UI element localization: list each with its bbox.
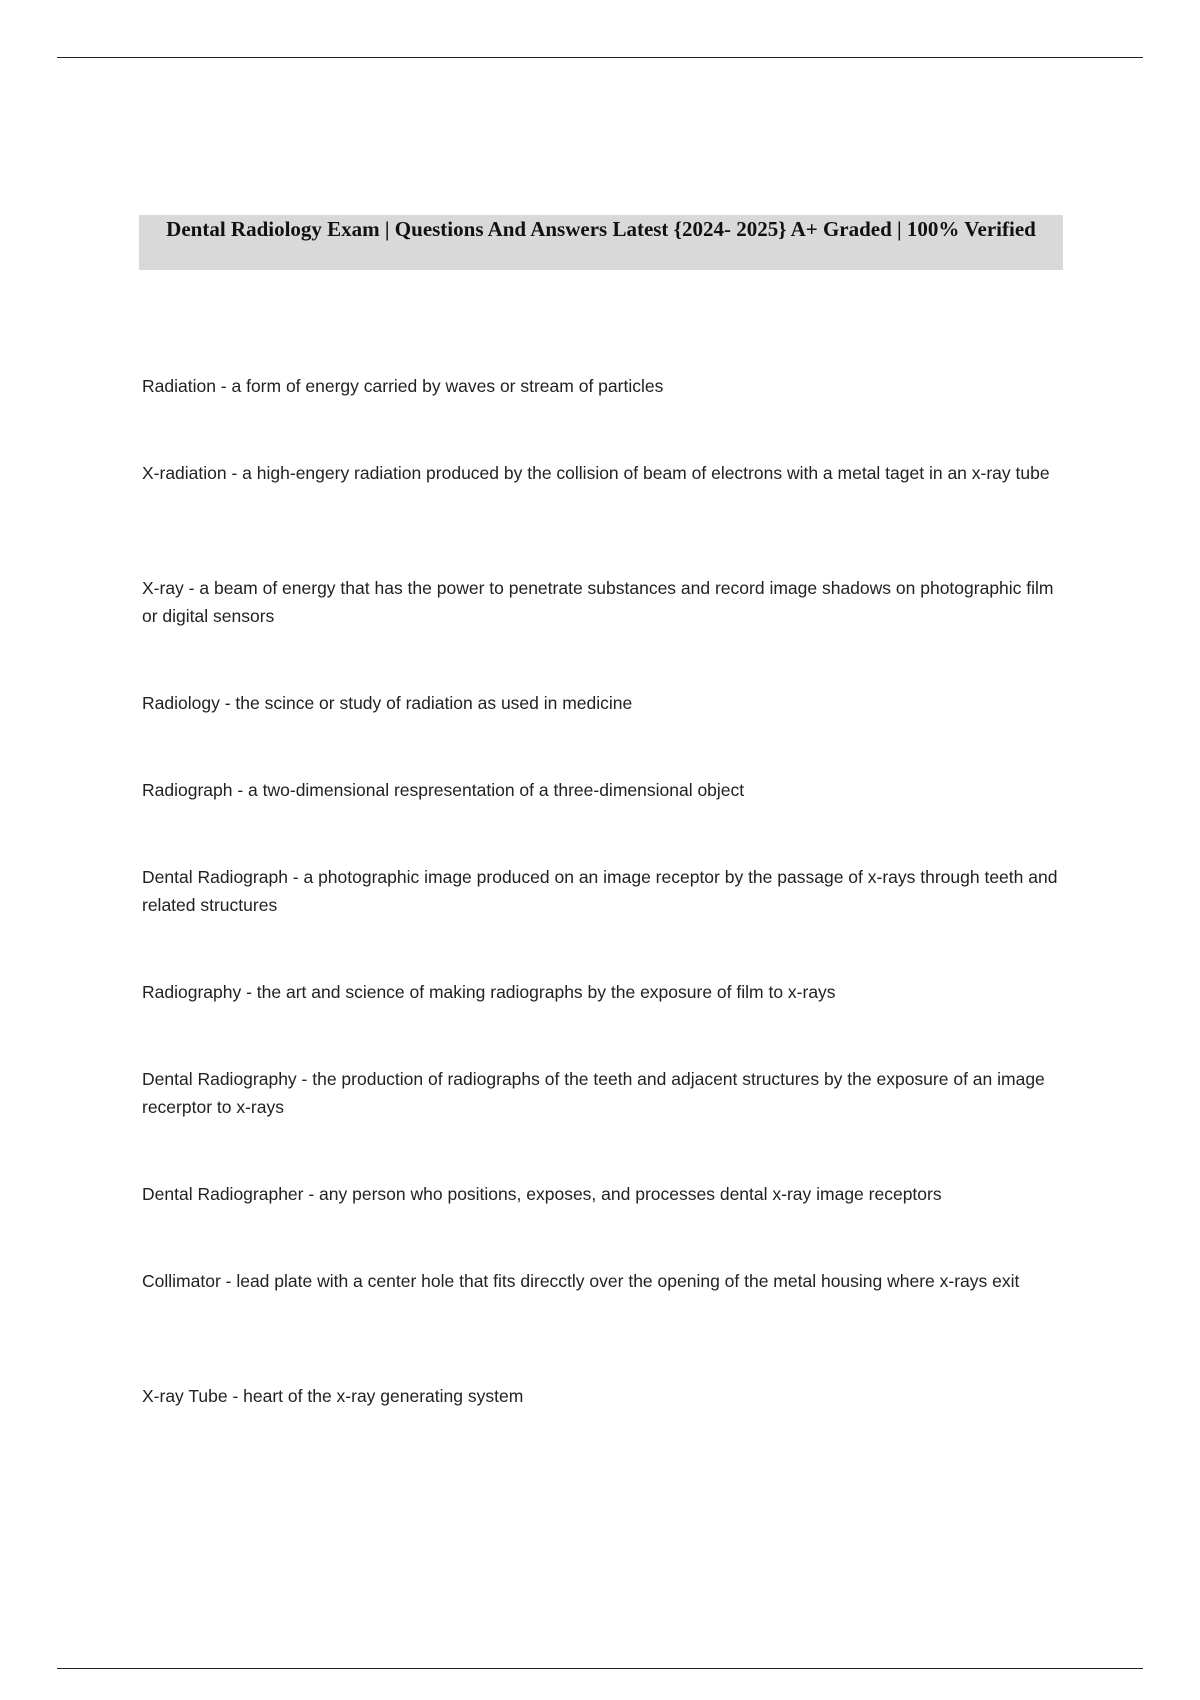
qa-item: Collimator - lead plate with a center hole that fits direcctly over the opening of the metal housing where x-rays exit (142, 1271, 1020, 1291)
qa-item: X-ray - a beam of energy that has the power to penetrate substances and record image shadows on photographic film or digital sensors (142, 578, 1054, 626)
qa-item: X-ray Tube - heart of the x-ray generating system (142, 1386, 524, 1406)
qa-item: Dental Radiography - the production of radiographs of the teeth and adjacent structures by the exposure of an image recerptor to x-rays (142, 1069, 1045, 1117)
qa-item: Dental Radiographer - any person who positions, exposes, and processes dental x-ray image receptors (142, 1184, 942, 1204)
qa-item: Radiography - the art and science of making radiographs by the exposure of film to x-rays (142, 982, 836, 1002)
qa-item: X-radiation - a high-engery radiation produced by the collision of beam of electrons with a metal taget in an x-ray tube (142, 463, 1050, 483)
qa-item: Radiation - a form of energy carried by waves or stream of particles (142, 376, 664, 396)
footer-rule (57, 1668, 1143, 1669)
qa-item: Dental Radiograph - a photographic image produced on an image receptor by the passage of x-rays through teeth and related structures (142, 867, 1058, 915)
qa-item: Radiology - the scince or study of radiation as used in medicine (142, 693, 633, 713)
qa-item: Radiograph - a two-dimensional respresentation of a three-dimensional object (142, 780, 745, 800)
header-rule (57, 57, 1143, 58)
document-title: Dental Radiology Exam | Questions And Answers Latest {2024- 2025} A+ Graded | 100% Verified (139, 215, 1063, 270)
